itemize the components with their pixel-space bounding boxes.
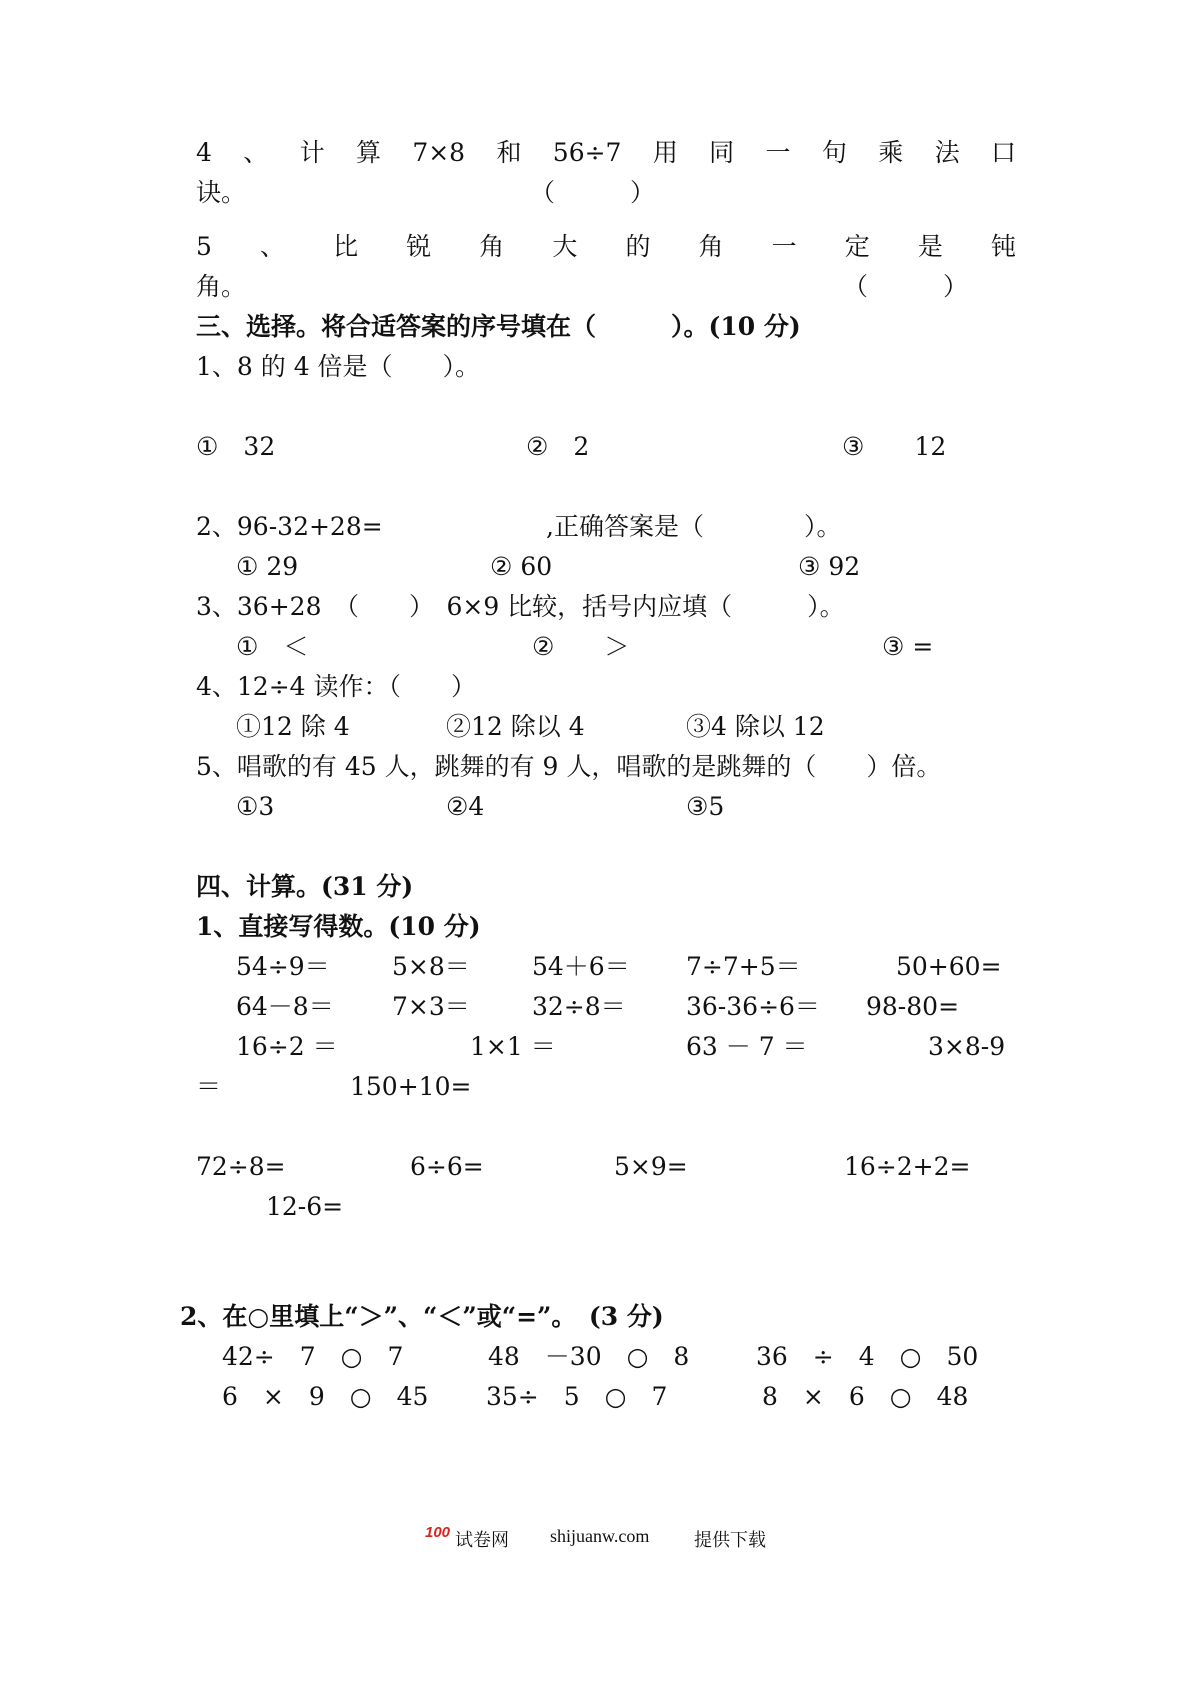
s3-q5-stem: 5、唱歌的有 45 人，跳舞的有 9 人，唱歌的是跳舞的（ ）倍。 bbox=[196, 752, 942, 781]
judge-q4-char: 同 bbox=[709, 138, 735, 167]
judge-q4-char: 句 bbox=[821, 138, 847, 167]
calc-item: 54÷9＝ bbox=[236, 952, 330, 981]
compare-item: 6 × 9 ○ 45 bbox=[222, 1382, 429, 1411]
s3-q2-option-2[interactable]: ② 60 bbox=[490, 552, 553, 581]
s3-q1-option-3[interactable]: ③ 12 bbox=[842, 432, 947, 461]
s3-q5-option-3[interactable]: ③5 bbox=[686, 792, 725, 821]
judge-q5-char: 是 bbox=[917, 232, 943, 261]
s4-sub1-title: 1、直接写得数。(10 分) bbox=[196, 912, 481, 941]
s3-q2-stem: 2、96-32+28= bbox=[196, 512, 383, 541]
judge-q4-char: 7×8 bbox=[412, 138, 466, 167]
s3-q2-option-1[interactable]: ① 29 bbox=[236, 552, 299, 581]
s3-q1-option-2[interactable]: ② 2 bbox=[526, 432, 590, 461]
judge-q5-char: 的 bbox=[625, 232, 651, 261]
judge-q5-char: 锐 bbox=[406, 232, 432, 261]
calc-item: 16÷2+2= bbox=[844, 1152, 971, 1181]
judge-q5-char: 大 bbox=[552, 232, 578, 261]
judge-q4-tail: 诀。 bbox=[196, 178, 247, 207]
judge-q4-char: 4 bbox=[196, 138, 212, 167]
section3-title: 三、选择。将合适答案的序号填在（ ）。(10 分) bbox=[196, 312, 801, 341]
site-logo: 100 bbox=[425, 1524, 451, 1541]
judge-q4-char: 用 bbox=[652, 138, 678, 167]
calc-item: 5×8＝ bbox=[392, 952, 470, 981]
s3-q4-stem: 4、12÷4 读作：（ ） bbox=[196, 672, 477, 701]
s3-q3-stem: 3、36+28 （ ） 6×9 比较，括号内应填（ ）。 bbox=[196, 592, 845, 621]
judge-q5-char: 比 bbox=[333, 232, 359, 261]
judge-q5-tail: 角。 bbox=[196, 272, 247, 301]
calc-item: 12-6= bbox=[266, 1192, 344, 1221]
judge-q5-char: 定 bbox=[844, 232, 870, 261]
calc-item: 1×1 ＝ bbox=[470, 1032, 556, 1061]
calc-item: 36-36÷6＝ bbox=[686, 992, 820, 1021]
calc-item: 5×9= bbox=[614, 1152, 688, 1181]
s3-q4-option-1[interactable]: ①12 除 4 bbox=[236, 712, 350, 741]
judge-q4-char: 算 bbox=[355, 138, 381, 167]
calc-item: 72÷8= bbox=[196, 1152, 286, 1181]
judge-q5-char: 角 bbox=[698, 232, 724, 261]
calc-item: 32÷8＝ bbox=[532, 992, 626, 1021]
s3-q1-stem: 1、8 的 4 倍是（ ）。 bbox=[196, 352, 481, 381]
calc-item: 63 － 7 ＝ bbox=[686, 1032, 808, 1061]
judge-q4-char: 乘 bbox=[878, 138, 904, 167]
judge-q4-char: 和 bbox=[496, 138, 522, 167]
calc-item: 54＋6＝ bbox=[532, 952, 630, 981]
judge-q4-line bbox=[196, 136, 1016, 170]
compare-item: 42÷ 7 ○ 7 bbox=[222, 1342, 404, 1371]
calc-item: 98-80= bbox=[866, 992, 960, 1021]
footer-note: 提供下载 bbox=[694, 1530, 766, 1550]
s3-q5-option-2[interactable]: ②4 bbox=[446, 792, 485, 821]
judge-q4-char: 、 bbox=[243, 138, 269, 167]
compare-item: 48 －30 ○ 8 bbox=[488, 1342, 690, 1371]
judge-q4-char: 口 bbox=[990, 138, 1016, 167]
calc-item: ＝ bbox=[196, 1072, 222, 1101]
site-domain[interactable]: shijuanw.com bbox=[550, 1526, 650, 1546]
s3-q4-option-2[interactable]: ②12 除以 4 bbox=[446, 712, 585, 741]
judge-q5-char: 、 bbox=[259, 232, 285, 261]
s4-sub2-title: 2、在○里填上“＞”、“＜”或“=”。 (3 分) bbox=[180, 1302, 664, 1331]
s3-q1-option-1[interactable]: ① 32 bbox=[196, 432, 276, 461]
judge-q4-char: 法 bbox=[934, 138, 960, 167]
judge-q5-char: 5 bbox=[196, 232, 212, 261]
judge-q4-char: 计 bbox=[299, 138, 325, 167]
calc-item: 7÷7+5＝ bbox=[686, 952, 801, 981]
site-name: 试卷网 bbox=[455, 1530, 509, 1550]
s3-q2-tail: ,正确答案是（ ）。 bbox=[546, 512, 842, 541]
judge-q5-answer-paren: （ ） bbox=[843, 272, 969, 301]
judge-q4-char: 一 bbox=[765, 138, 791, 167]
judge-q4-answer-paren: （ ） bbox=[530, 178, 656, 207]
calc-item: 16÷2 ＝ bbox=[236, 1032, 338, 1061]
judge-q5-line bbox=[196, 230, 1016, 264]
compare-item: 36 ÷ 4 ○ 50 bbox=[756, 1342, 979, 1371]
s3-q5-option-1[interactable]: ①3 bbox=[236, 792, 275, 821]
s3-q3-option-3[interactable]: ③ = bbox=[882, 632, 934, 661]
calc-item: 7×3＝ bbox=[392, 992, 470, 1021]
s3-q3-option-2[interactable]: ② ＞ bbox=[532, 632, 630, 661]
calc-item: 150+10= bbox=[350, 1072, 472, 1101]
compare-item: 8 × 6 ○ 48 bbox=[762, 1382, 969, 1411]
s3-q3-option-1[interactable]: ① ＜ bbox=[236, 632, 309, 661]
judge-q5-char: 钝 bbox=[990, 232, 1016, 261]
s3-q4-option-3[interactable]: ③4 除以 12 bbox=[686, 712, 825, 741]
judge-q5-char: 角 bbox=[479, 232, 505, 261]
calc-item: 50+60= bbox=[896, 952, 1002, 981]
section4-title: 四、计算。(31 分) bbox=[196, 872, 414, 901]
calc-item: 64－8＝ bbox=[236, 992, 334, 1021]
judge-q5-char: 一 bbox=[771, 232, 797, 261]
calc-item: 6÷6= bbox=[410, 1152, 484, 1181]
page-footer bbox=[0, 1526, 1191, 1556]
compare-item: 35÷ 5 ○ 7 bbox=[486, 1382, 668, 1411]
judge-q4-char: 56÷7 bbox=[552, 138, 622, 167]
calc-item: 3×8-9 bbox=[928, 1032, 1006, 1061]
s3-q2-option-3[interactable]: ③ 92 bbox=[798, 552, 861, 581]
